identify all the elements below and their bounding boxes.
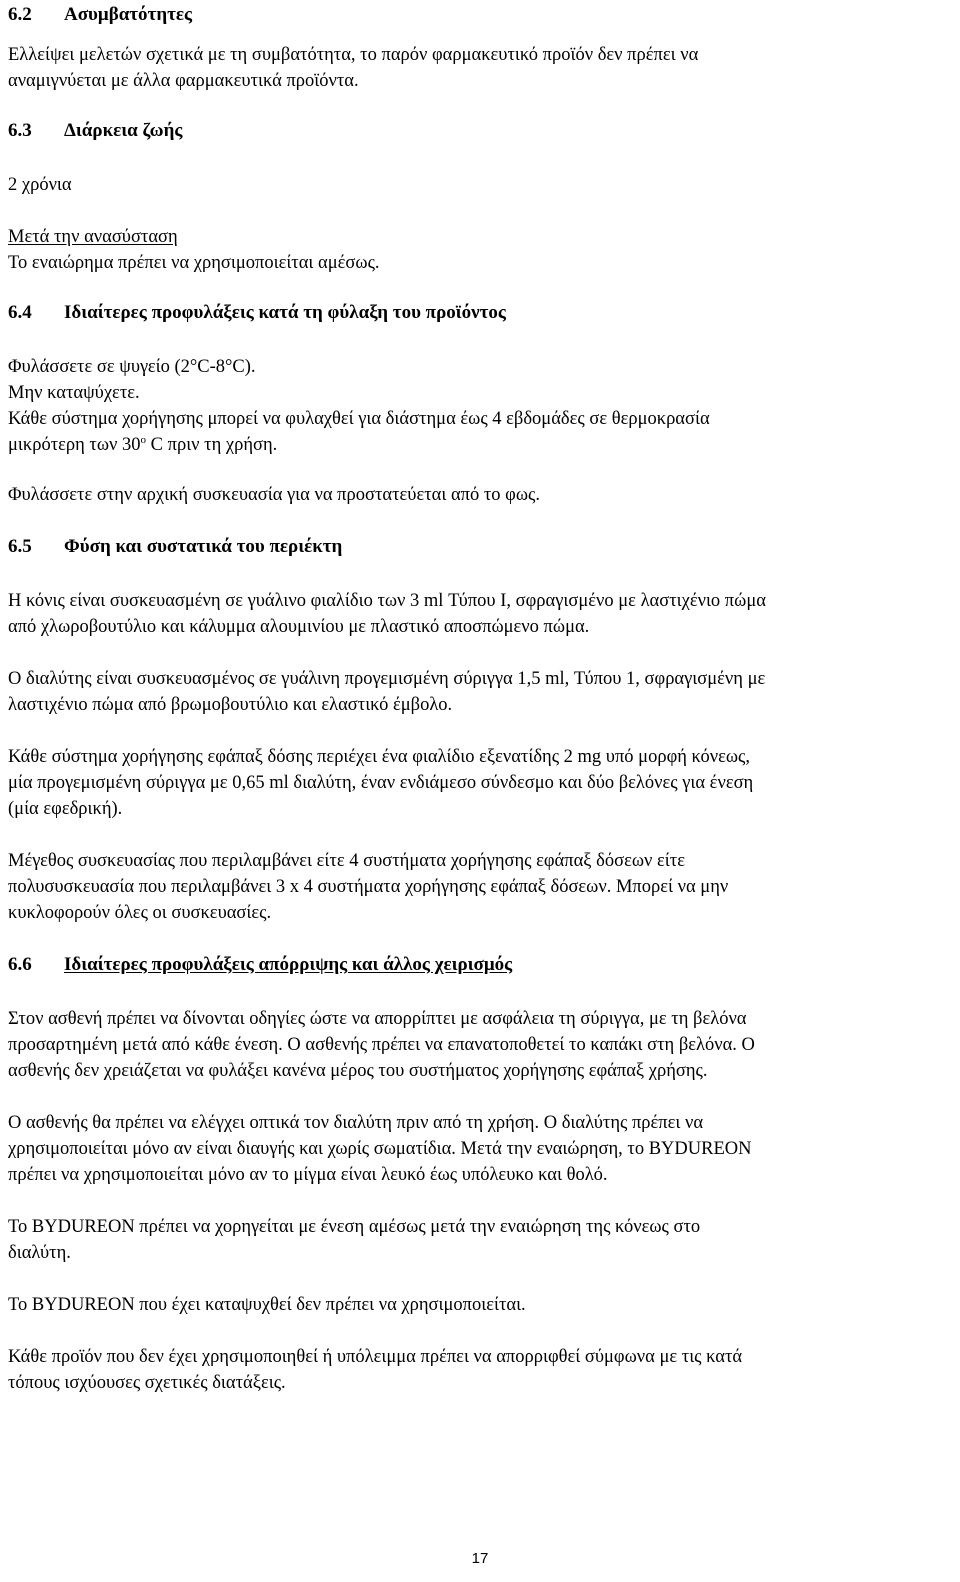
text-line: Μέγεθος συσκευασίας που περιλαμβάνει είτε 4 συστήματα χορήγησης εφάπαξ δόσεων είτε (8, 851, 685, 871)
disposal-paragraph (8, 1214, 952, 1266)
text-line: πολυσυσκευασία που περιλαμβάνει 3 x 4 συστήματα χορήγησης εφάπαξ δόσεων. Μπορεί να μην (8, 877, 729, 897)
storage-paragraph (8, 354, 952, 458)
after-reconstitution (8, 224, 952, 276)
heading-title: Ασυμβατότητες (64, 4, 192, 25)
text-line: ασθενής δεν χρειάζεται να φυλάξει κανένα μέρος του συστήματος χορήγησης εφάπαξ χρήσης. (8, 1061, 708, 1081)
text-line: από χλωροβουτύλιο και κάλυμμα αλουμινίου με πλαστικό αποσπώμενο πώμα. (8, 617, 590, 637)
text-line: Η κόνις είναι συσκευασμένη σε γυάλινο φιαλίδιο των 3 ml Τύπου I, σφραγισμένο με λαστιχένιο πώμα (8, 591, 766, 611)
container-paragraph (8, 588, 952, 640)
heading-number: 6.4 (8, 302, 32, 323)
container-paragraph (8, 848, 952, 926)
heading-6-3 (8, 118, 952, 144)
text-line: πρέπει να χρησιμοποιείται μόνο αν το μίγμα είναι λευκό έως υπόλευκο και θολό. (8, 1165, 608, 1185)
heading-6-5 (8, 534, 952, 560)
heading-6-6 (8, 952, 952, 978)
heading-6-2 (8, 0, 952, 28)
text-line: Ο ασθενής θα πρέπει να ελέγχει οπτικά τον διαλύτη πριν από τη χρήση. Ο διαλύτης πρέπει να (8, 1113, 704, 1133)
light-protection: Φυλάσσετε στην αρχική συσκευασία για να προστατεύεται από το φως. (8, 485, 540, 505)
heading-title: Φύση και συστατικά του περιέκτη (64, 536, 343, 557)
heading-number: 6.3 (8, 120, 32, 141)
text-line: τόπους ισχύουσες σχετικές διατάξεις. (8, 1373, 286, 1393)
subheading-after-reconstitution: Μετά την ανασύσταση (8, 227, 178, 247)
heading-title: Ιδιαίτερες προφυλάξεις κατά τη φύλαξη του προϊόντος (64, 302, 506, 323)
disposal-paragraph (8, 1110, 952, 1188)
text-line: λαστιχένιο πώμα από βρωμοβουτύλιο και ελαστικό έμβολο. (8, 695, 453, 715)
heading-number: 6.6 (8, 954, 32, 975)
disposal-paragraph (8, 1006, 952, 1084)
heading-6-4 (8, 300, 952, 326)
text-fragment: μικρότερη των 30 (8, 435, 141, 455)
text-line: Μην καταψύχετε. (8, 383, 140, 403)
text-line: Το BYDUREON πρέπει να χορηγείται με ένεση αμέσως μετά την εναιώρηση της κόνεως στο (8, 1217, 701, 1237)
text-line: προσαρτημένη μετά από κάθε ένεση. Ο ασθενής πρέπει να επανατοποθετεί το καπάκι στη βελόνα. Ο (8, 1035, 755, 1055)
text-line: χρησιμοποιείται μόνο αν είναι διαυγής και χωρίς σωματίδια. Μετά την εναιώρηση, το BYDUREON (8, 1139, 752, 1159)
heading-number: 6.2 (8, 4, 32, 25)
page-number: 17 (471, 1550, 489, 1567)
paragraph-incompatibilities (8, 42, 952, 94)
text-line: Το εναιώρημα πρέπει να χρησιμοποιείται αμέσως. (8, 253, 380, 273)
text-line (8, 435, 277, 455)
text-line: Ο διαλύτης είναι συσκευασμένος σε γυάλινη προγεμισμένη σύριγγα 1,5 ml, Τύπου 1, σφραγισμένη με (8, 669, 766, 689)
text-line: Το BYDUREON που έχει καταψυχθεί δεν πρέπει να χρησιμοποιείται. (8, 1295, 526, 1315)
text-line: Φυλάσσετε σε ψυγείο (2°C-8°C). (8, 357, 256, 377)
container-paragraph (8, 666, 952, 718)
text-line: Ελλείψει μελετών σχετικά με τη συμβατότητα, το παρόν φαρμακευτικό προϊόν δεν πρέπει να (8, 45, 699, 65)
shelf-life: 2 χρόνια (8, 175, 72, 195)
heading-title: Ιδιαίτερες προφυλάξεις απόρριψης και άλλος χειρισμός (64, 954, 513, 975)
heading-title: Διάρκεια ζωής (64, 120, 183, 141)
text-line: Στον ασθενή πρέπει να δίνονται οδηγίες ώστε να απορρίπτει με ασφάλεια τη σύριγγα, με τη βελόνα (8, 1009, 747, 1029)
text-line: κυκλοφορούν όλες οι συσκευασίες. (8, 903, 272, 923)
text-line: Κάθε σύστημα χορήγησης εφάπαξ δόσης περιέχει ένα φιαλίδιο εξενατίδης 2 mg υπό μορφή κόνεως, (8, 747, 750, 767)
text-line: Κάθε προϊόν που δεν έχει χρησιμοποιηθεί ή υπόλειμμα πρέπει να απορριφθεί σύμφωνα με τις κατά (8, 1347, 743, 1367)
text-fragment: C πριν τη χρήση. (146, 435, 278, 455)
text-line: (μία εφεδρική). (8, 799, 123, 819)
text-line: διαλύτη. (8, 1243, 71, 1263)
disposal-paragraph (8, 1292, 952, 1318)
document-page (8, 0, 952, 1396)
heading-number: 6.5 (8, 536, 32, 557)
container-paragraph (8, 744, 952, 822)
text-line: αναμιγνύεται με άλλα φαρμακευτικά προϊόντα. (8, 71, 359, 91)
disposal-paragraph (8, 1344, 952, 1396)
text-line: Κάθε σύστημα χορήγησης μπορεί να φυλαχθεί για διάστημα έως 4 εβδομάδες σε θερμοκρασία (8, 409, 710, 429)
text-line: μία προγεμισμένη σύριγγα με 0,65 ml διαλύτη, έναν ενδιάμεσο σύνδεσμο και δύο βελόνες για ένεση (8, 773, 754, 793)
degree-superscript: o (140, 434, 147, 446)
